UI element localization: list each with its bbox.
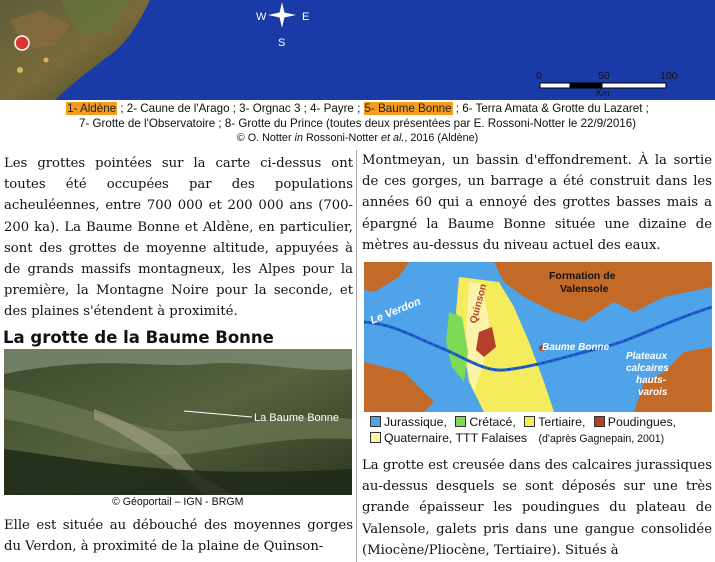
left-paragraph-2: Elle est située au débouché des moyennes gorges du Verdon, à proximité de la plaine de Quinson- — [4, 518, 353, 555]
map-label-formation-1: Formation de — [549, 270, 616, 282]
map-label-verdon: Le Verdon — [368, 295, 423, 327]
left-paragraph-1: Les grottes pointées sur la carte ci-dessus ont toutes été occupées par des populations acheuléennes, entre 700 000 et 200 000 ans (700-200 ka). La Baume Bonne et Aldène, en particulier, sont des grottes de moyenne altitude, appuyées à de grands massifs montagneux, les Alpes pour la première, la Montagne Noire pour la seconde, et des plaines s'étendent à proximité. — [4, 156, 353, 320]
swatch-tertiaire — [524, 416, 535, 427]
column-divider — [356, 150, 357, 562]
map-label-quinson: Quinson — [468, 282, 490, 325]
section-title: La grotte de la Baume Bonne — [3, 328, 274, 347]
site-marker — [15, 36, 29, 50]
compass-e: E — [302, 11, 310, 23]
compass-s: S — [278, 37, 286, 49]
map-label-plateaux-4: varois — [638, 387, 668, 398]
map-label-plateaux-2: calcaires — [626, 363, 669, 374]
legend-row-1: Jurassique, Crétacé, Tertiaire, Poudingues, — [370, 414, 715, 430]
caption-credit: © O. Notter in Rossoni-Notter et al., 2016 (Aldène) — [236, 132, 479, 144]
aerial-photo — [4, 349, 352, 495]
photo-label: La Baume Bonne — [254, 412, 340, 424]
caption-site-1: 1- Aldène — [67, 102, 117, 115]
swatch-quaternaire — [370, 432, 381, 443]
map-label-plateaux-3: hauts- — [636, 375, 666, 386]
compass-w: W — [256, 11, 267, 23]
scale-tick-0: 0 — [536, 70, 542, 82]
right-paragraph-2: La grotte est creusée dans des calcaires jurassiques au-dessus desquels se sont déposés sur une très grande épaisseur les poudingues du plateau de Valensole, galets pris dans une gangue consolidée (Miocène/Pliocène, Tertiaire). Situés à — [362, 458, 712, 558]
swatch-poudingues — [594, 416, 605, 427]
caption-line-2: 7- Grotte de l'Observatoire ; 8- Grotte du Prince (toutes deux présentées par E. Rossoni-Notter le 22/9/2016) — [78, 117, 637, 130]
scale-tick-50: 50 — [598, 70, 610, 82]
swatch-cretace — [455, 416, 466, 427]
legend-row-2: Quaternaire, TTT Falaises (d'après Gagnepain, 2001) — [370, 430, 715, 447]
map-label-plateaux-1: Plateaux — [626, 351, 668, 362]
swatch-jurassique — [370, 416, 381, 427]
caption-site-5: 5- Baume Bonne — [364, 102, 452, 115]
legend-source: (d'après Gagnepain, 2001) — [538, 433, 665, 445]
top-map-svg — [0, 0, 715, 100]
right-paragraph-1: Montmeyan, un bassin d'effondrement. À la sortie de ces gorges, un barrage a été construit dans les années 60 qui a ennoyé des grottes basses mais a épargné la Baume Bonne située une dizaine de mètres au-dessus du niveau actuel des eaux. — [362, 153, 712, 253]
map-legend — [370, 414, 715, 447]
scale-tick-100: 100 — [660, 70, 678, 82]
map-label-baume: Baume Bonne — [542, 342, 610, 353]
map-label-formation-2: Valensole — [560, 283, 609, 295]
scale-unit: Km — [596, 88, 610, 98]
photo-credit: © Géoportail – IGN - BRGM — [112, 496, 244, 508]
caption-line-1: 1- Aldène ; 2- Caune de l'Arago ; 3- Orgnac 3 ; 4- Payre ; 5- Baume Bonne ; 6- Terra Amata & Grotte du Lazaret ; — [67, 102, 649, 115]
geology-map — [364, 262, 712, 412]
top-map-image — [0, 0, 715, 100]
map-caption — [0, 101, 715, 146]
